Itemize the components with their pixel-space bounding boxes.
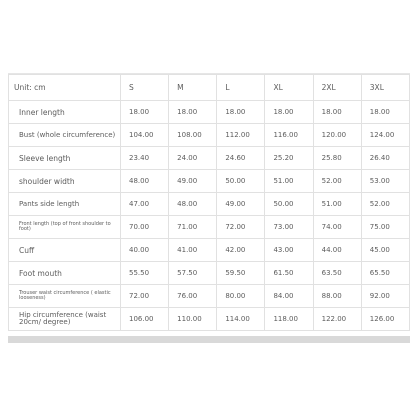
cell-value: 18.00	[169, 101, 217, 124]
cell-value: 126.00	[361, 308, 409, 331]
cell-value: 48.00	[121, 170, 169, 193]
table-row	[9, 170, 410, 193]
cell-value: 48.00	[169, 193, 217, 216]
cell-value: 25.20	[265, 147, 313, 170]
cell-value: 76.00	[169, 285, 217, 308]
cell-value: 44.00	[313, 239, 361, 262]
cell-value: 42.00	[217, 239, 265, 262]
cell-value: 43.00	[265, 239, 313, 262]
cell-value: 47.00	[121, 193, 169, 216]
cell-value: 73.00	[265, 216, 313, 239]
table-bottom-bar	[8, 336, 410, 343]
cell-value: 50.00	[265, 193, 313, 216]
cell-value: 50.00	[217, 170, 265, 193]
cell-value: 120.00	[313, 124, 361, 147]
unit-header: Unit: cm	[9, 75, 121, 101]
size-header-l: L	[217, 75, 265, 101]
table-row	[9, 262, 410, 285]
size-header-xl: XL	[265, 75, 313, 101]
row-label: Inner length	[9, 101, 121, 124]
row-label: Hip circumference (waist 20cm/ degree)	[9, 308, 121, 331]
cell-value: 75.00	[361, 216, 409, 239]
cell-value: 116.00	[265, 124, 313, 147]
row-label: Pants side length	[9, 193, 121, 216]
cell-value: 59.50	[217, 262, 265, 285]
cell-value: 25.80	[313, 147, 361, 170]
table-row	[9, 239, 410, 262]
cell-value: 57.50	[169, 262, 217, 285]
cell-value: 18.00	[361, 101, 409, 124]
row-label: shoulder width	[9, 170, 121, 193]
table-header-row	[9, 75, 410, 101]
cell-value: 80.00	[217, 285, 265, 308]
cell-value: 124.00	[361, 124, 409, 147]
row-label: Foot mouth	[9, 262, 121, 285]
cell-value: 112.00	[217, 124, 265, 147]
row-label: Sleeve length	[9, 147, 121, 170]
table-row	[9, 285, 410, 308]
row-label: Cuff	[9, 239, 121, 262]
row-label: Bust (whole circumference)	[9, 124, 121, 147]
cell-value: 71.00	[169, 216, 217, 239]
cell-value: 51.00	[265, 170, 313, 193]
cell-value: 70.00	[121, 216, 169, 239]
cell-value: 118.00	[265, 308, 313, 331]
cell-value: 51.00	[313, 193, 361, 216]
table-row	[9, 101, 410, 124]
cell-value: 110.00	[169, 308, 217, 331]
table-row	[9, 216, 410, 239]
table-row	[9, 147, 410, 170]
cell-value: 65.50	[361, 262, 409, 285]
cell-value: 74.00	[313, 216, 361, 239]
cell-value: 23.40	[121, 147, 169, 170]
cell-value: 18.00	[217, 101, 265, 124]
row-label: Front length (top of front shoulder to foot)	[9, 216, 121, 239]
cell-value: 55.50	[121, 262, 169, 285]
cell-value: 40.00	[121, 239, 169, 262]
size-header-m: M	[169, 75, 217, 101]
cell-value: 18.00	[313, 101, 361, 124]
cell-value: 53.00	[361, 170, 409, 193]
size-header-3xl: 3XL	[361, 75, 409, 101]
cell-value: 49.00	[217, 193, 265, 216]
table-row	[9, 193, 410, 216]
cell-value: 63.50	[313, 262, 361, 285]
cell-value: 84.00	[265, 285, 313, 308]
cell-value: 41.00	[169, 239, 217, 262]
cell-value: 72.00	[217, 216, 265, 239]
size-chart-table	[8, 74, 410, 331]
cell-value: 88.00	[313, 285, 361, 308]
size-header-s: S	[121, 75, 169, 101]
cell-value: 52.00	[361, 193, 409, 216]
cell-value: 114.00	[217, 308, 265, 331]
cell-value: 18.00	[265, 101, 313, 124]
cell-value: 92.00	[361, 285, 409, 308]
cell-value: 106.00	[121, 308, 169, 331]
table-row	[9, 124, 410, 147]
cell-value: 45.00	[361, 239, 409, 262]
cell-value: 18.00	[121, 101, 169, 124]
row-label: Trouser waist circumference ( elastic looseness)	[9, 285, 121, 308]
cell-value: 122.00	[313, 308, 361, 331]
cell-value: 24.60	[217, 147, 265, 170]
cell-value: 24.00	[169, 147, 217, 170]
size-header-2xl: 2XL	[313, 75, 361, 101]
cell-value: 52.00	[313, 170, 361, 193]
cell-value: 108.00	[169, 124, 217, 147]
cell-value: 104.00	[121, 124, 169, 147]
cell-value: 49.00	[169, 170, 217, 193]
cell-value: 61.50	[265, 262, 313, 285]
table-row	[9, 308, 410, 331]
cell-value: 26.40	[361, 147, 409, 170]
cell-value: 72.00	[121, 285, 169, 308]
